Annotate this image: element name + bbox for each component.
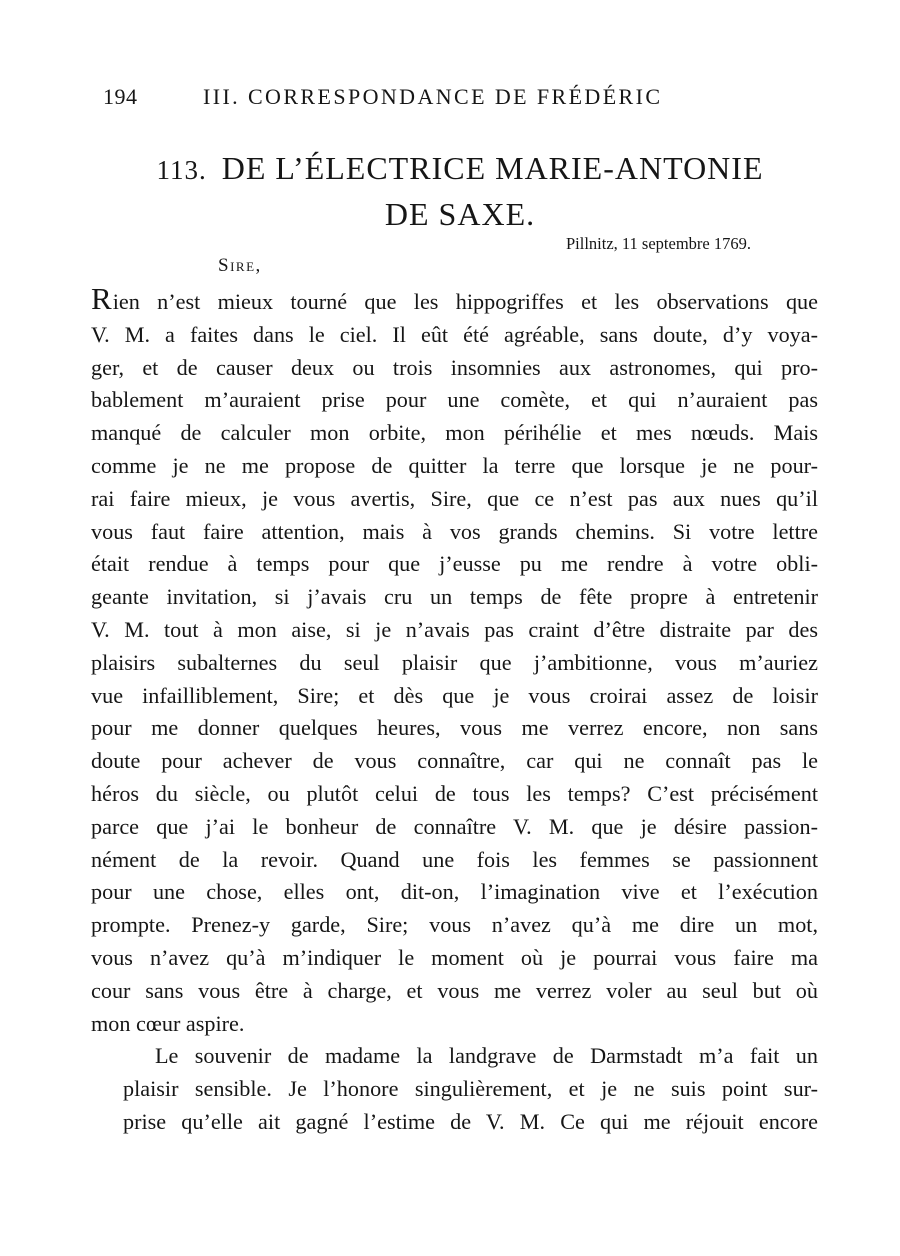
text-line: prompte. Prenez-y garde, Sire; vous n’avez qu’à me dire un mot, bbox=[91, 912, 818, 938]
text-line: bablement m’auraient prise pour une comète, et qui n’auraient pas bbox=[91, 387, 818, 413]
running-title: III. CORRESPONDANCE DE FRÉDÉRIC bbox=[203, 84, 663, 109]
letter-heading-line-1: DE L’ÉLECTRICE MARIE-ANTONIE bbox=[221, 150, 764, 186]
text-line: geante invitation, si j’avais cru un temps de fête propre à entretenir bbox=[91, 584, 818, 610]
text-line: comme je ne me propose de quitter la terre que lorsque je ne pour- bbox=[91, 452, 818, 478]
text-line: Le souvenir de madame la landgrave de Darmstadt m’a fait un bbox=[155, 1043, 818, 1069]
initial-letter: R bbox=[91, 281, 112, 316]
text-line: Rien n’est mieux tourné que les hippogriffes et les observations que bbox=[91, 281, 818, 316]
text-line: cour sans vous être à charge, et vous me verrez voler au seul but où bbox=[91, 977, 818, 1003]
text-line: pour me donner quelques heures, vous me verrez encore, non sans bbox=[91, 715, 818, 741]
letter-heading-line-2: DE SAXE. bbox=[384, 196, 536, 232]
text-line: manqué de calculer mon orbite, mon périhélie et mes nœuds. Mais bbox=[91, 420, 818, 446]
text-line: mon cœur aspire. bbox=[91, 1010, 245, 1036]
dateline: Pillnitz, 11 septembre 1769. bbox=[566, 234, 751, 253]
text-line: vous faut faire attention, mais à vos grands chemins. Si votre lettre bbox=[91, 518, 818, 544]
page-number: 194 bbox=[103, 84, 138, 109]
letter-heading bbox=[120, 146, 800, 236]
text-line: plaisir sensible. Je l’honore singulièrement, et je ne suis point sur- bbox=[123, 1076, 818, 1102]
text-line: parce que j’ai le bonheur de connaître V. M. que je désire passion- bbox=[91, 813, 818, 839]
text-line: pour une chose, elles ont, dit-on, l’imagination vive et l’exécution bbox=[91, 879, 818, 905]
running-head bbox=[103, 84, 743, 114]
text-line: prise qu’elle ait gagné l’estime de V. M. Ce qui me réjouit encore bbox=[123, 1108, 818, 1134]
text-line: vue infailliblement, Sire; et dès que je vous croirai assez de loisir bbox=[91, 682, 818, 708]
salutation: Sire, bbox=[218, 255, 262, 276]
text-line: rai faire mieux, je vous avertis, Sire, que ce n’est pas aux nues qu’il bbox=[91, 485, 818, 511]
text-line: vous n’avez qu’à m’indiquer le moment où je pourrai vous faire ma bbox=[91, 944, 818, 970]
letter-number: 113. bbox=[156, 155, 207, 185]
paragraph-1 bbox=[91, 281, 818, 1040]
paragraph-2 bbox=[91, 1040, 818, 1138]
text-line: V. M. a faites dans le ciel. Il eût été agréable, sans doute, d’y voya- bbox=[91, 321, 818, 347]
text-line: héros du siècle, ou plutôt celui de tous les temps? C’est précisément bbox=[91, 780, 818, 806]
text-line: était rendue à temps pour que j’eusse pu me rendre à votre obli- bbox=[91, 551, 818, 577]
letter-body bbox=[91, 281, 818, 1139]
text-line: plaisirs subalternes du seul plaisir que j’ambitionne, vous m’auriez bbox=[91, 649, 818, 675]
text-line: doute pour achever de vous connaître, car qui ne connaît pas le bbox=[91, 748, 818, 774]
text-line: V. M. tout à mon aise, si je n’avais pas craint d’être distraite par des bbox=[91, 616, 818, 642]
text-line: ger, et de causer deux ou trois insomnies aux astronomes, qui pro- bbox=[91, 354, 818, 380]
text-line: nément de la revoir. Quand une fois les femmes se passionnent bbox=[91, 846, 818, 872]
